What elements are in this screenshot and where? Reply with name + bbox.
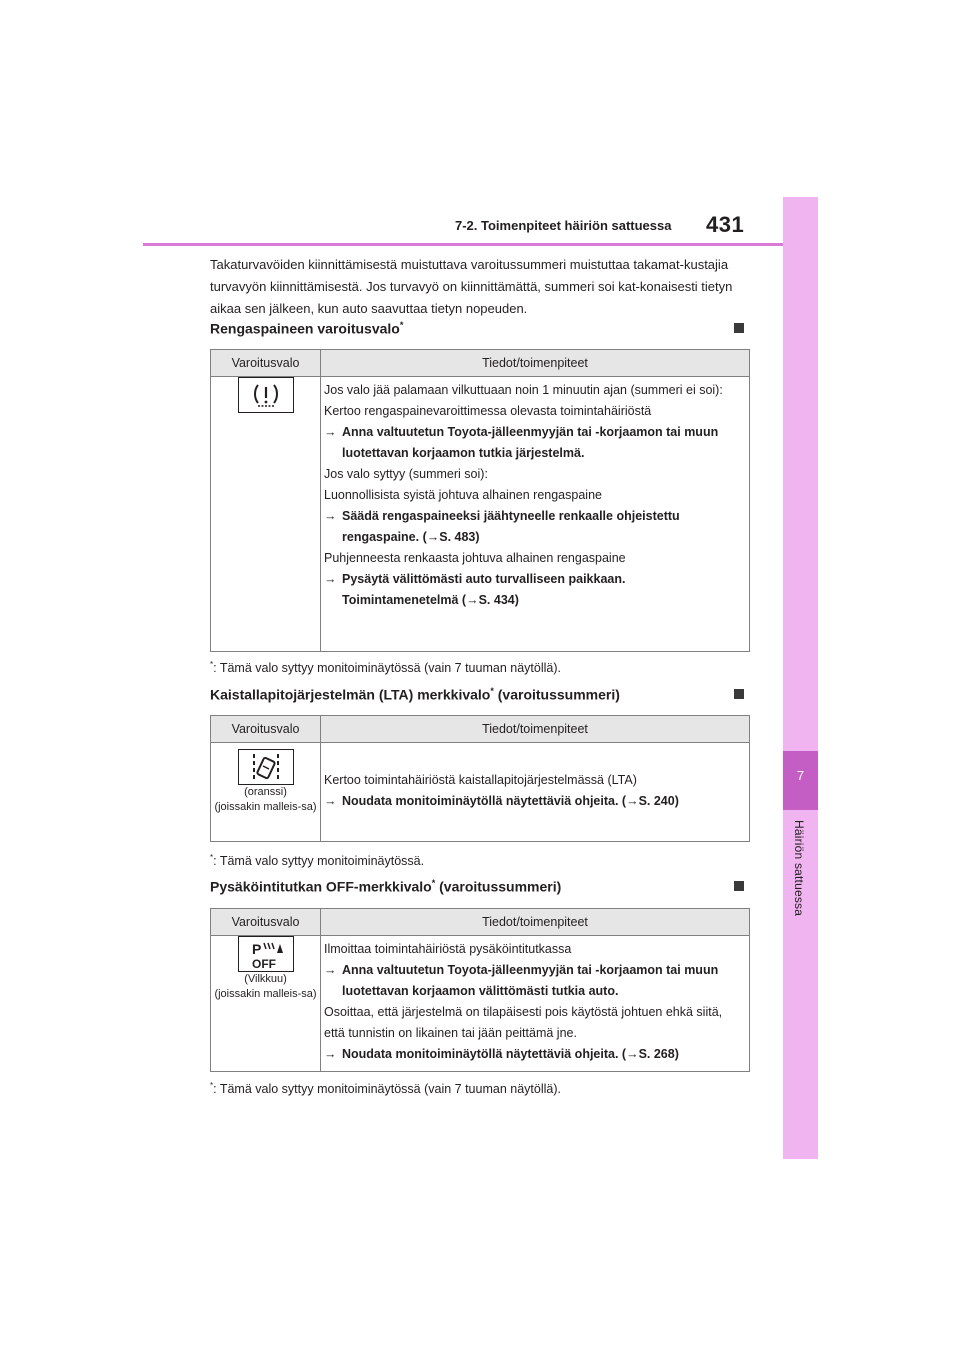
tire-pressure-warning-icon [238,377,294,413]
table-header-info: Tiedot/toimenpiteet [321,350,750,377]
info-text: Puhjenneesta renkaasta johtuva alhainen rengaspaine [324,551,626,565]
icon-caption-models: (joissakin malleis-sa) [214,801,317,813]
lane-tracing-assist-icon [238,749,294,785]
footnote: *: Tämä valo syttyy monitoiminäytössä. [210,853,425,869]
info-text: Kertoo toimintahäiriöstä kaistallapitojärjestelmässä (LTA) [324,772,637,787]
svg-text:P: P [251,941,261,957]
section-header: 7-2. Toimenpiteet häiriön sattuessa [455,218,672,233]
info-text: Jos valo syttyy (summeri soi): [324,467,488,481]
table-header-light: Varoitusvalo [211,350,321,377]
action-item: → Noudata monitoiminäytöllä näytettäviä ohjeita. (→S. 268) [324,1044,745,1065]
arrow-icon: → [324,572,337,586]
icon-caption: (Vilkkuu) [244,973,287,985]
section-title-tire-pressure [210,320,403,337]
info-text: Kertoo rengaspainevaroittimessa olevasta toimintahäiriöstä [324,404,652,418]
info-text: Luonnollisista syistä johtuva alhainen rengaspaine [324,488,602,502]
chapter-number: 7 [783,751,818,810]
arrow-icon: → [324,963,337,977]
icon-cell [211,936,321,1072]
section-square-marker [734,881,744,891]
section-title-lta: Kaistallapitojärjestelmän (LTA) merkkivalo* (varoitussummeri) [210,686,620,703]
icon-caption: (oranssi) [244,786,287,798]
footnote-marker: * [399,320,404,330]
arrow-icon: → [324,509,337,523]
action-item: → Anna valtuutetun Toyota-jälleenmyyjän tai -korjaamon tai muun luotettavan korjaamon välittömästi tutkia auto. [324,960,745,1002]
footnote: *: Tämä valo syttyy monitoiminäytössä (vain 7 tuuman näytöllä). [210,660,561,676]
action-item: → Säädä rengaspaineeksi jäähtyneelle renkaalle ohjeistettu rengaspaine. (→S. 483) [324,506,745,548]
chapter-side-tab [783,197,818,1159]
parking-sensor-off-icon [238,936,294,972]
intro-paragraph: Takaturvavöiden kiinnittämisestä muistuttava varoitussummeri muistuttaa takamat-kustajia turvavyön kiinnittämisestä. Jos turvavyö on kiinnittämättä, summeri soi kat-konaisesti tietyn aikaa sen jälkeen, kun auto saavuttaa tietyn nopeuden. [210,257,733,316]
table-header-info: Tiedot/toimenpiteet [321,909,750,936]
info-cell [321,743,750,842]
chapter-label: Häiriön sattuessa [792,820,806,917]
table-header-light: Varoitusvalo [211,716,321,743]
arrow-icon: → [324,1047,337,1061]
page-number: 431 [706,212,745,237]
icon-caption-models: (joissakin malleis-sa) [214,988,317,1000]
header-rule [143,243,783,246]
section-square-marker [734,689,744,699]
arrow-icon: → [324,793,337,808]
section-square-marker [734,323,744,333]
info-text: Osoittaa, että järjestelmä on tilapäisesti pois käytöstä johtuen ehkä siitä, että tunnistin on likainen tai jään peittämä jne. [324,1005,723,1040]
action-item: → Pysäytä välittömästi auto turvalliseen paikkaan. Toimintamenetelmä (→S. 434) [324,569,745,611]
info-text: Jos valo jää palamaan vilkuttuaan noin 1 minuutin ajan (summeri ei soi): [324,383,723,397]
info-cell [321,377,750,652]
footnote: *: Tämä valo syttyy monitoiminäytössä (vain 7 tuuman näytöllä). [210,1081,561,1097]
icon-off-text: OFF [251,957,276,971]
lta-table [210,715,750,842]
parking-sensor-table [210,908,750,1072]
icon-cell [211,377,321,652]
section-title-text: Rengaspaineen varoitusvalo [210,320,400,337]
action-item: → Noudata monitoiminäytöllä näytettäviä ohjeita. (→S. 240) [324,791,745,812]
icon-cell [211,743,321,842]
arrow-icon: → [324,425,337,439]
info-text: Ilmoittaa toimintahäiriöstä pysäköintitutkassa [324,942,572,956]
info-cell [321,936,750,1072]
tire-pressure-table [210,349,750,652]
table-header-light: Varoitusvalo [211,909,321,936]
section-title-parking-sensor: Pysäköintitutkan OFF-merkkivalo* (varoitussummeri) [210,878,562,895]
table-header-info: Tiedot/toimenpiteet [321,716,750,743]
action-item: → Anna valtuutetun Toyota-jälleenmyyjän tai -korjaamon tai muun luotettavan korjaamon tutkia järjestelmä. [324,422,745,464]
